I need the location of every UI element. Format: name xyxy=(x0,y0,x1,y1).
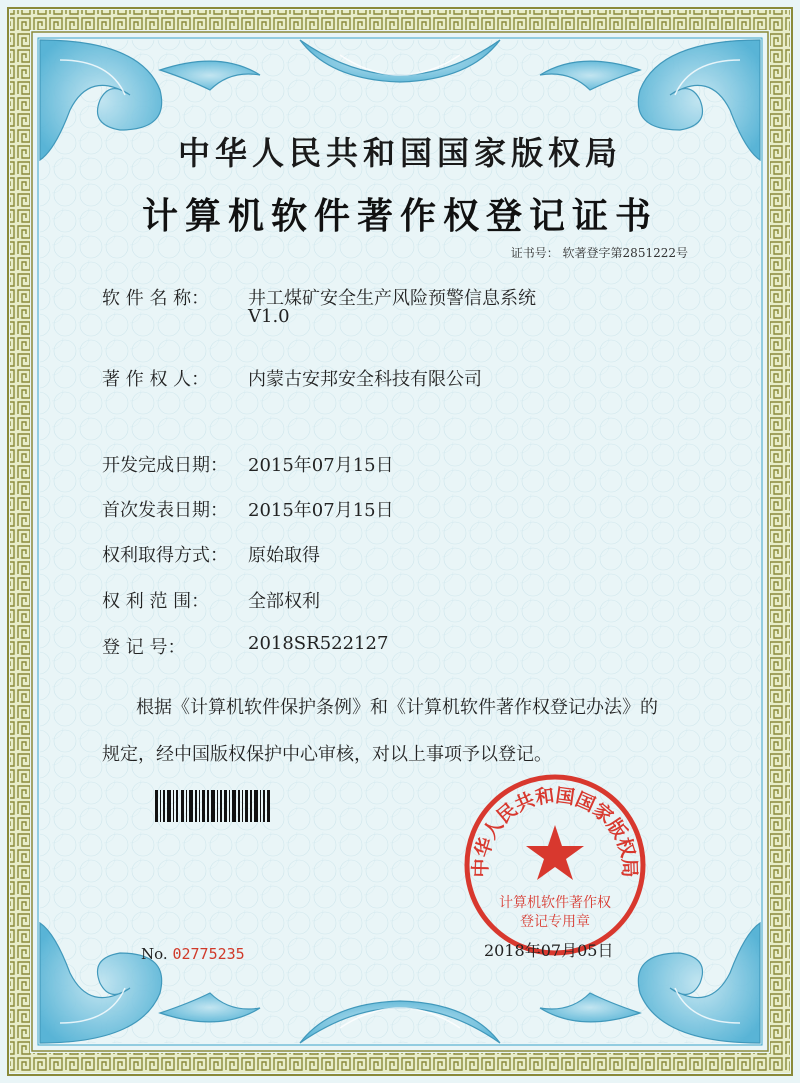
development-date-label: 开发完成日期： xyxy=(102,455,228,476)
issue-date: 2018年07月05日 xyxy=(484,941,614,960)
rights-scope-label: 权 利 范 围： xyxy=(102,591,210,612)
publication-date-value: 2015年07月15日 xyxy=(248,500,394,521)
issuer-name: 中华人民共和国国家版权局 xyxy=(177,134,622,172)
software-name-label: 软 件 名 称： xyxy=(102,288,210,309)
certificate-number-value: 软著登字第2851222号 xyxy=(562,246,688,260)
rights-scope-value: 全部权利 xyxy=(248,591,320,612)
serial-number xyxy=(141,945,245,963)
software-name-value: 井工煤矿安全生产风险预警信息系统 xyxy=(248,288,536,309)
copyright-owner-value: 内蒙古安邦安全科技有限公司 xyxy=(248,369,482,390)
certificate-title: 计算机软件著作权登记证书 xyxy=(141,195,658,237)
copyright-owner-label: 著 作 权 人： xyxy=(102,369,210,390)
official-seal xyxy=(460,770,650,960)
seal-ring-text: 中华人民共和国国家版权局 xyxy=(469,784,641,878)
software-version-value: V1.0 xyxy=(248,306,290,327)
serial-number-label: No. xyxy=(141,945,168,963)
publication-date-label: 首次发表日期： xyxy=(102,500,228,521)
statement-line-2: 规定，经中国版权保护中心审核，对以上事项予以登记。 xyxy=(102,744,552,765)
serial-number-value: 02775235 xyxy=(172,945,245,963)
acquisition-method-label: 权利取得方式： xyxy=(102,545,228,566)
barcode xyxy=(155,790,270,822)
development-date-value: 2015年07月15日 xyxy=(248,455,394,476)
certificate-number-label: 证书号： xyxy=(510,246,559,260)
statement-line-1: 根据《计算机软件保护条例》和《计算机软件著作权登记办法》的 xyxy=(136,697,658,718)
certificate-number xyxy=(511,244,688,261)
registration-number-label: 登 记 号： xyxy=(102,637,186,658)
seal-center-line-2: 登记专用章 xyxy=(520,914,590,930)
acquisition-method-value: 原始取得 xyxy=(248,545,320,566)
seal-star-icon xyxy=(526,825,584,880)
seal-center-line-1: 计算机软件著作权 xyxy=(499,895,611,911)
registration-number-value: 2018SR522127 xyxy=(248,633,389,654)
